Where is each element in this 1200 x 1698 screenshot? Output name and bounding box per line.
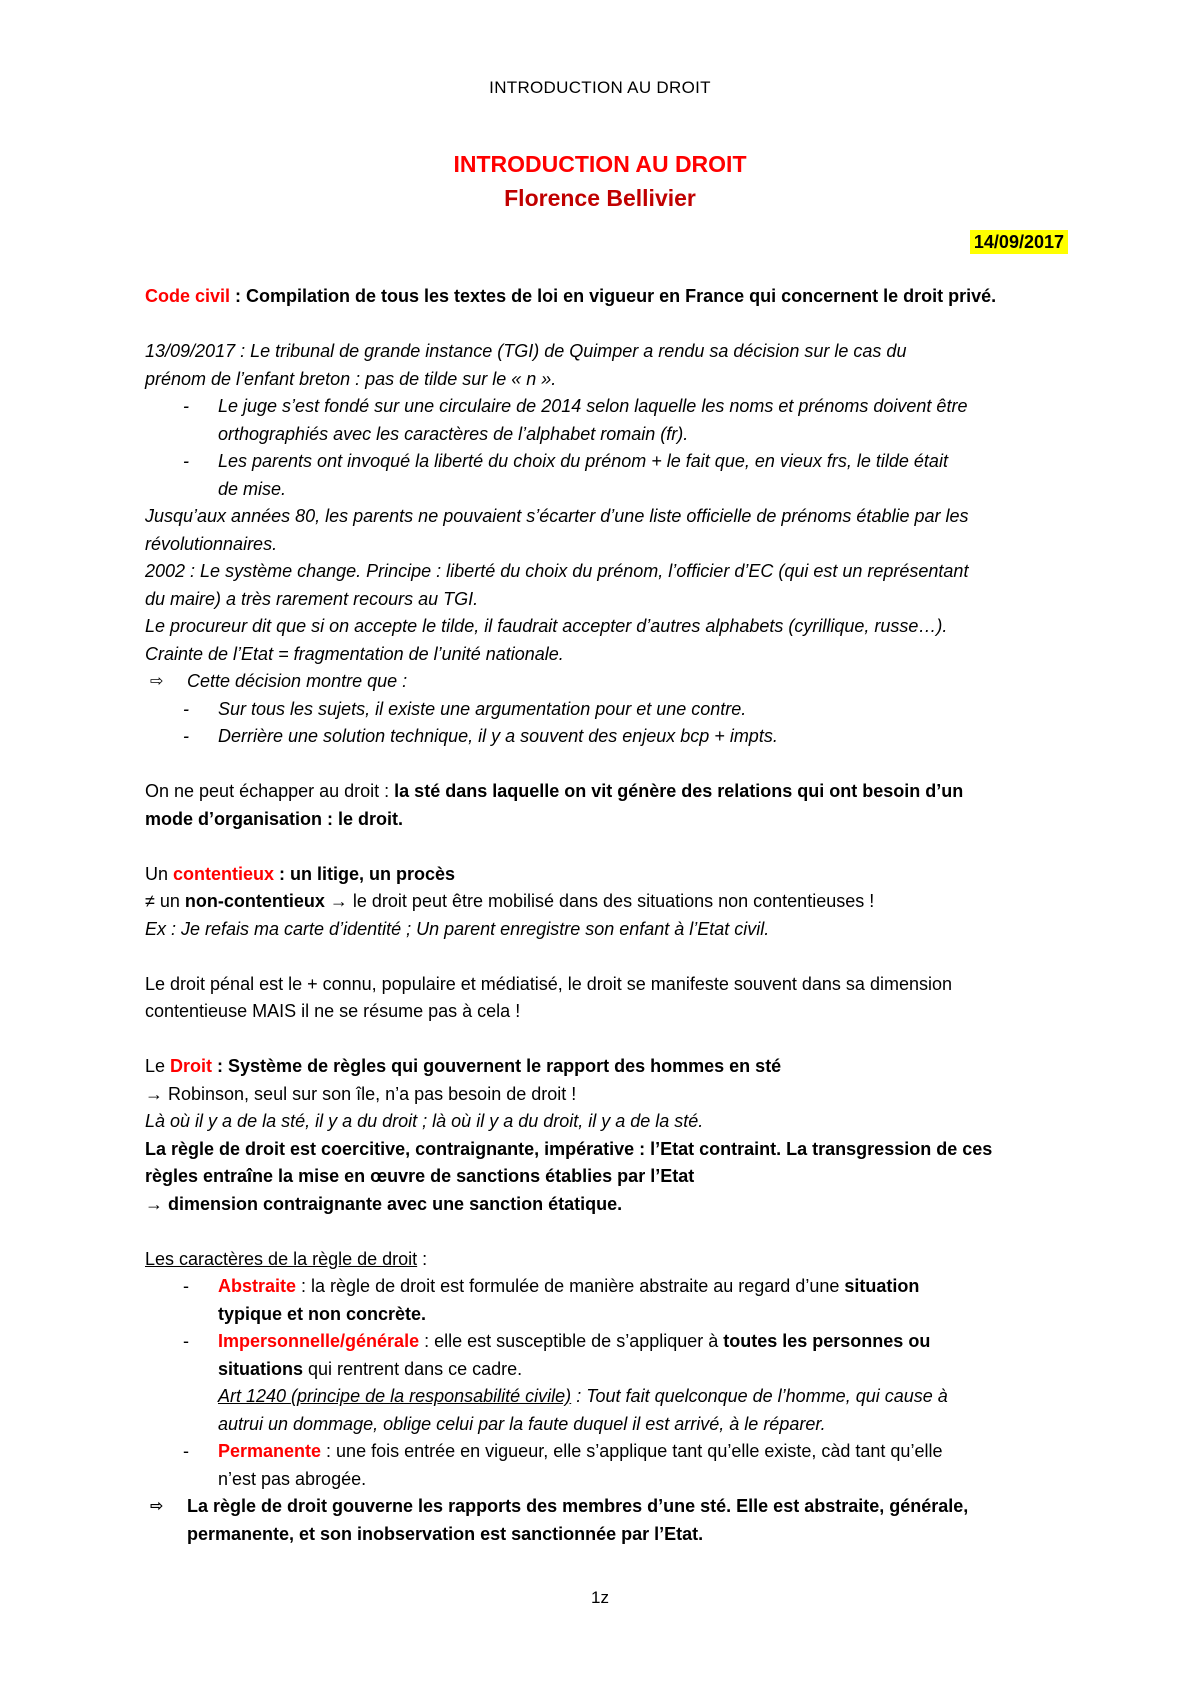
caracteres-heading: Les caractères de la règle de droit : <box>145 1248 428 1269</box>
document-body: Code civil : Compilation de tous les textes de loi en vigueur en France qui concernent le droit privé. 13/09/2017 : Le tribunal de grande instance (TGI) de Quimper a rendu sa décision sur le cas du prénom de l’enfant breton : pas de tilde sur le « n ». - Le juge s’est fondé sur une circulaire de 2014 selon laquelle les noms et prénoms doivent être orthographiés avec les caractères de l’alphabet romain (fr). - Les parents ont invoqué la liberté du choix du prénom + le fait que, en vieux frs, le tilde était de mise. Jusqu’aux années 80, les parents ne pouvaient s’écarter d’une liste officielle de prénoms établie par les révolutionnaires. 2002 : Le système change. Principe : liberté du choix du prénom, l’officier d’EC (qui est un représentant du maire) a très rarement recours au TGI. Le procureur dit que si on accepte le tilde, il faudrait accepter d’autres alphabets (cyrillique, russe…). Crainte de l’Etat = fragmentation de l’unité nationale. ⇨ Cette décision montre que : - Sur tous les sujets, il existe une argumentation pour et une contre. - Derrière une solution technique, il y a souvent des enjeux bcp + impts. On ne peut échapper au droit : la sté dans laquelle on vit génère des relations qui ont besoin d’un mode d’organisation : le droit. Un contentieux : un litige, un procès ≠ un non-contentieux → le droit peut être mobilisé dans des situations non contentieuses ! Ex : Je refais ma carte d’identité ; Un parent enregistre son enfant à l’Etat civil. Le droit pénal est le + connu, populaire et médiatisé, le droit se manifeste souvent dans sa dimension contentieuse MAIS il ne se résume pas à cela ! Le Droit : Système de règles qui gouvernent le rapport des hommes en sté → Robinson, seul sur son île, n’a pas besoin de droit ! Là où il y a de la sté, il y a du droit ; là où il y a du droit, il y a de la sté. La règle de droit est coercitive, contraignante, impérative : l’Etat contraint. La transgression de ces règles entraîne la mise en œuvre de sanctions établies par l’Etat → dimension contraignante avec une sanction étatique. Les caractères de la règle de droit : - Abstraite : la règle de droit est formulée de manière abstraite au regard d’une situation typique et non concrète. - Impersonnelle/générale : elle est susceptible de s’appliquer à toutes les personnes ou situations qui rentrent dans ce cadre. Art 1240 (principe de la responsabilité civile) : Tout fait quelconque de l’homme, qui cause à autrui un dommage, oblige celui par la faute duquel il est arrivé, à le réparer. - Permanente : une fois entrée en vigueur, elle s’applique tant qu’elle existe, càd tant qu’elle n’est pas abrogée. ⇨ La règle de droit gouverne les rapports des membres d’une sté. Elle est abstraite, générale, permanente, et son inobservation est sanctionnée par l’Etat. <box>145 283 1065 1548</box>
list-item: - Sur tous les sujets, il existe une argumentation pour et une contre. <box>145 696 1065 724</box>
arrow-bullet-icon: ⇨ <box>150 673 164 690</box>
dash-bullet-icon: - <box>183 396 189 416</box>
arrow-list-item: ⇨ Cette décision montre que : <box>145 668 1065 696</box>
list-item: - Derrière une solution technique, il y a souvent des enjeux bcp + impts. <box>145 723 1065 751</box>
date-highlight: 14/09/2017 <box>970 230 1068 254</box>
list-item: - Les parents ont invoqué la liberté du choix du prénom + le fait que, en vieux frs, le tilde était de mise. <box>145 448 1065 503</box>
date-row <box>970 232 1068 253</box>
term-code-civil: Code civil <box>145 286 231 306</box>
running-header: INTRODUCTION AU DROIT <box>489 78 711 97</box>
dash-bullet-icon: - <box>183 1276 189 1296</box>
list-item-abstraite: - Abstraite : la règle de droit est formulée de manière abstraite au regard d’une situation typique et non concrète. <box>145 1273 1065 1328</box>
summary-arrow-item: ⇨ La règle de droit gouverne les rapports des membres d’une sté. Elle est abstraite, générale, permanente, et son inobservation est sanctionnée par l’Etat. <box>145 1493 1065 1548</box>
page-number: 1z <box>591 1588 609 1607</box>
case-section: 13/09/2017 : Le tribunal de grande instance (TGI) de Quimper a rendu sa décision sur le cas du prénom de l’enfant breton : pas de tilde sur le « n ». - Le juge s’est fondé sur une circulaire de 2014 selon laquelle les noms et prénoms doivent être orthographiés avec les caractères de l’alphabet romain (fr). - Les parents ont invoqué la liberté du choix du prénom + le fait que, en vieux frs, le tilde était de mise. Jusqu’aux années 80, les parents ne pouvaient s’écarter d’une liste officielle de prénoms établie par les révolutionnaires. 2002 : Le système change. Principe : liberté du choix du prénom, l’officier d’EC (qui est un représentant du maire) a très rarement recours au TGI. Le procureur dit que si on accepte le tilde, il faudrait accepter d’autres alphabets (cyrillique, russe…). Crainte de l’Etat = fragmentation de l’unité nationale. ⇨ Cette décision montre que : - Sur tous les sujets, il existe une argumentation pour et une contre. - Derrière une solution technique, il y a souvent des enjeux bcp + impts. <box>145 338 1065 751</box>
list-item-impersonnelle: - Impersonnelle/générale : elle est susceptible de s’appliquer à toutes les personnes ou situations qui rentrent dans ce cadre. Art 1240 (principe de la responsabilité civile) : Tout fait quelconque de l’homme, qui cause à autrui un dommage, oblige celui par la faute duquel il est arrivé, à le réparer. <box>145 1328 1065 1438</box>
dash-bullet-icon: - <box>183 451 189 471</box>
escape-paragraph: On ne peut échapper au droit : la sté dans laquelle on vit génère des relations qui ont besoin d’un <box>145 781 964 801</box>
document-title: INTRODUCTION AU DROIT <box>453 151 747 177</box>
penal-paragraph: Le droit pénal est le + connu, populaire et médiatisé, le droit se manifeste souvent dans sa dimension <box>145 973 952 994</box>
term-droit: Droit <box>170 1056 213 1076</box>
dash-bullet-icon: - <box>183 1441 189 1461</box>
droit-definition: Le Droit : Système de règles qui gouvernent le rapport des hommes en sté <box>145 1056 782 1076</box>
dash-bullet-icon: - <box>183 1331 189 1351</box>
document-author: Florence Bellivier <box>504 185 696 211</box>
list-item: - Le juge s’est fondé sur une circulaire de 2014 selon laquelle les noms et prénoms doivent être orthographiés avec les caractères de l’alphabet romain (fr). <box>145 393 1065 448</box>
term-contentieux: contentieux <box>173 863 275 884</box>
arrow-bullet-icon: ⇨ <box>150 1498 164 1515</box>
non-contentieux-line: ≠ un non-contentieux → le droit peut être mobilisé dans des situations non contentieuses ! <box>145 891 875 911</box>
dash-bullet-icon: - <box>183 698 189 719</box>
code-civil-definition: Code civil : Compilation de tous les textes de loi en vigueur en France qui concernent le droit privé. <box>145 286 997 306</box>
dash-bullet-icon: - <box>183 726 189 746</box>
list-item-permanente: - Permanente : une fois entrée en vigueur, elle s’applique tant qu’elle existe, càd tant qu’elle n’est pas abrogée. <box>145 1438 1065 1493</box>
article-reference: Art 1240 (principe de la responsabilité civile) <box>218 1386 572 1406</box>
contentieux-definition: Un contentieux : un litige, un procès <box>145 863 456 884</box>
contentieux-example: Ex : Je refais ma carte d’identité ; Un parent enregistre son enfant à l’Etat civil. <box>145 918 770 939</box>
